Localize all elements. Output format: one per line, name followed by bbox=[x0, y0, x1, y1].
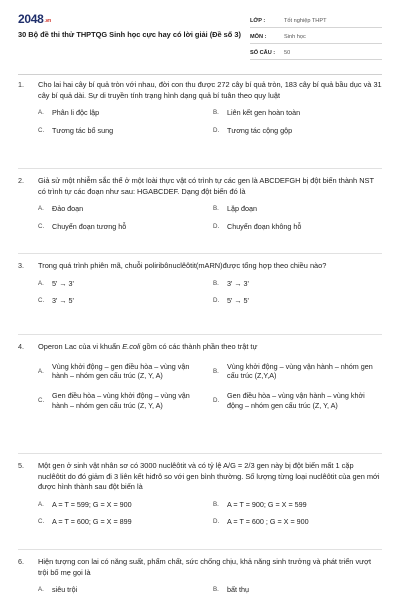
option-a[interactable] bbox=[38, 500, 207, 510]
option-letter: B. bbox=[213, 500, 219, 508]
document-title: 30 Bộ đề thi thử THPTQG Sinh học cực hay có lời giải (Đề số 3) bbox=[18, 30, 241, 39]
exam-meta bbox=[250, 12, 382, 60]
option-c[interactable] bbox=[38, 222, 207, 232]
option-letter: D. bbox=[213, 222, 220, 230]
option-text: Chuyển đoạn không hỗ bbox=[227, 221, 302, 231]
option-a[interactable] bbox=[38, 204, 207, 214]
question-text-end: gồm có các thành phần theo trật tự bbox=[140, 342, 258, 351]
option-text: Vùng khởi động – vùng vận hành – nhóm gen cấu trúc (Z,Y,A) bbox=[227, 361, 373, 381]
question-divider bbox=[18, 253, 382, 254]
option-d[interactable] bbox=[213, 296, 382, 306]
question-number: 4. bbox=[18, 342, 24, 351]
option-c[interactable] bbox=[38, 391, 207, 410]
option-text: 5' → 3' bbox=[52, 278, 74, 288]
answer-options bbox=[38, 362, 382, 411]
option-b[interactable] bbox=[213, 279, 382, 289]
question-text bbox=[38, 342, 382, 353]
option-d[interactable] bbox=[213, 517, 382, 527]
answer-options bbox=[38, 585, 382, 595]
option-letter: C. bbox=[38, 126, 45, 134]
option-c[interactable] bbox=[38, 296, 207, 306]
option-text: bất thụ bbox=[227, 585, 249, 595]
option-b[interactable] bbox=[213, 362, 382, 381]
question-text: Trong quá trình phiên mã, chuỗi poliribônuclêôtit(mARN)được tổng hợp theo chiều nào? bbox=[38, 261, 327, 270]
question-divider bbox=[18, 168, 382, 169]
option-letter: A. bbox=[38, 205, 44, 213]
option-letter: D. bbox=[213, 126, 220, 134]
meta-row-subject bbox=[250, 28, 382, 44]
option-d[interactable] bbox=[213, 391, 382, 410]
option-text: 3' → 3' bbox=[227, 278, 249, 288]
question-text: Cho lai hai cây bí quả tròn với nhau, đời con thu được 272 cây bí quả tròn, 183 cây bí quả bầu dục và 31 cây bí quả dài. Sự di truyền tính trạng hình dạng quả bí tuân theo quy luật bbox=[38, 80, 382, 100]
question-number: 2. bbox=[18, 176, 24, 185]
logo-suffix: .vn bbox=[44, 18, 51, 24]
option-text: Liên kết gen hoàn toàn bbox=[227, 108, 301, 118]
answer-options bbox=[38, 279, 382, 306]
site-logo[interactable] bbox=[18, 12, 51, 28]
question-divider bbox=[18, 549, 382, 550]
option-b[interactable] bbox=[213, 500, 382, 510]
option-c[interactable] bbox=[38, 517, 207, 527]
option-d[interactable] bbox=[213, 126, 382, 136]
option-text: Vùng khởi động – gen điều hòa – vùng vận hành – nhóm gen cấu trúc (Z, Y, A) bbox=[52, 361, 190, 381]
question-4 bbox=[18, 342, 382, 410]
option-text: siêu trội bbox=[52, 585, 78, 595]
question-text: Một gen ở sinh vật nhân sơ có 3000 nuclêôtit và có tỷ lệ A/G = 2/3 gen này bị đột biến mất 1 cặp nuclêôtit do đó giảm đi 3 liên kết hiđrô so với gen bình thường. Số lượng từng loại nuclêôtit của gen mới được hình thành sau đột biến là bbox=[38, 461, 380, 492]
meta-value: Sinh học bbox=[284, 33, 306, 40]
question-number: 5. bbox=[18, 461, 24, 470]
option-letter: D. bbox=[213, 297, 220, 305]
option-a[interactable] bbox=[38, 362, 207, 381]
option-text: 3' → 5' bbox=[52, 296, 74, 306]
meta-key: MÔN : bbox=[250, 33, 267, 40]
question-divider bbox=[18, 453, 382, 454]
option-letter: C. bbox=[38, 297, 45, 305]
question-number: 3. bbox=[18, 261, 24, 270]
question-5 bbox=[18, 461, 382, 527]
option-letter: A. bbox=[38, 109, 44, 117]
option-a[interactable] bbox=[38, 108, 207, 118]
answer-options bbox=[38, 500, 382, 527]
answer-options bbox=[38, 204, 382, 231]
option-letter: A. bbox=[38, 586, 44, 594]
question-2 bbox=[18, 176, 382, 231]
question-number: 1. bbox=[18, 80, 24, 89]
option-text: Gen điều hòa – vùng vận hành – vùng khởi động – nhóm gen cấu trúc (Z, Y, A) bbox=[227, 390, 365, 410]
question-3 bbox=[18, 261, 382, 306]
option-text: Gen điều hòa – vùng khởi động – vùng vận hành – nhóm gen cấu trúc (Z, Y, A) bbox=[52, 390, 190, 410]
option-letter: D. bbox=[213, 518, 220, 526]
question-text: Hiện tượng con lai có năng suất, phẩm chất, sức chống chịu, khả năng sinh trưởng và phát triển vượt trội bố mẹ gọi là bbox=[38, 557, 372, 577]
meta-key: LỚP : bbox=[250, 17, 266, 24]
question-divider bbox=[18, 334, 382, 335]
option-b[interactable] bbox=[213, 108, 382, 118]
option-letter: C. bbox=[38, 222, 45, 230]
option-letter: B. bbox=[213, 109, 219, 117]
option-a[interactable] bbox=[38, 279, 207, 289]
option-text: 5' → 5' bbox=[227, 296, 249, 306]
option-letter: A. bbox=[38, 367, 44, 375]
answer-options bbox=[38, 108, 382, 135]
option-text: Tương tác cộng gộp bbox=[227, 125, 293, 135]
option-letter: B. bbox=[213, 205, 219, 213]
option-text: Đảo đoạn bbox=[52, 204, 84, 214]
option-letter: B. bbox=[213, 586, 219, 594]
option-letter: B. bbox=[213, 279, 219, 287]
option-text: Chuyển đoạn tương hỗ bbox=[52, 221, 127, 231]
option-d[interactable] bbox=[213, 222, 382, 232]
meta-row-question-count bbox=[250, 44, 382, 60]
meta-row-class bbox=[250, 12, 382, 28]
option-b[interactable] bbox=[213, 585, 382, 595]
option-text: Phân li độc lập bbox=[52, 108, 100, 118]
option-text: A = T = 600 ; G = X = 900 bbox=[227, 517, 309, 527]
question-number: 6. bbox=[18, 557, 24, 566]
option-letter: D. bbox=[213, 396, 220, 404]
option-text: A = T = 599; G = X = 900 bbox=[52, 499, 132, 509]
meta-value: Tốt nghiệp THPT bbox=[284, 17, 327, 24]
option-letter: C. bbox=[38, 518, 45, 526]
meta-value: 50 bbox=[284, 49, 291, 56]
question-text: Giả sử một nhiễm sắc thể ở một loài thực vật có trình tự các gen là ABCDEFGH bị đột biến thành NST có trình tự các đoạn như sau: HGABCDEF. Dạng đột biến đó là bbox=[38, 176, 374, 196]
option-text: Tương tác bổ sung bbox=[52, 125, 114, 135]
option-letter: A. bbox=[38, 500, 44, 508]
question-1 bbox=[18, 80, 382, 135]
question-6 bbox=[18, 557, 382, 595]
option-text: A = T = 600; G = X = 899 bbox=[52, 517, 132, 527]
option-letter: A. bbox=[38, 279, 44, 287]
option-a[interactable] bbox=[38, 585, 207, 595]
option-text: A = T = 900; G = X = 599 bbox=[227, 499, 307, 509]
meta-key: SỐ CÂU : bbox=[250, 49, 276, 56]
option-text: Lặp đoạn bbox=[227, 204, 257, 214]
option-letter: C. bbox=[38, 396, 45, 404]
header-divider bbox=[18, 74, 382, 75]
option-b[interactable] bbox=[213, 204, 382, 214]
option-c[interactable] bbox=[38, 126, 207, 136]
logo-text: 2048 bbox=[18, 12, 44, 26]
organism-name: E.coli bbox=[122, 342, 141, 351]
option-letter: B. bbox=[213, 367, 219, 375]
question-text-start: Operon Lac của vi khuẩn bbox=[38, 342, 123, 351]
